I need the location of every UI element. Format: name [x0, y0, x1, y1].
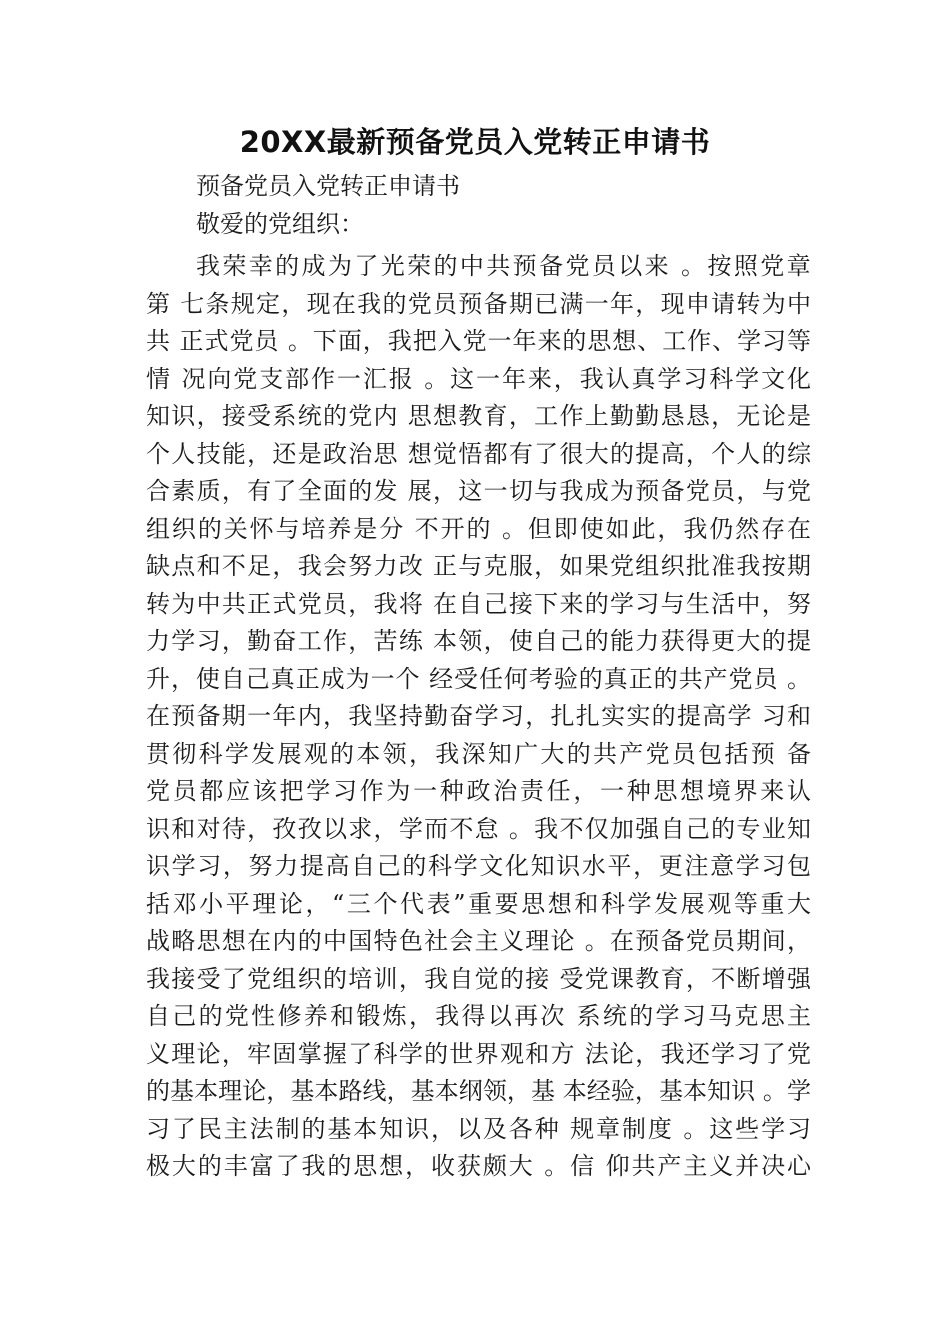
document-title: 20XX最新预备党员入党转正申请书: [239, 125, 711, 159]
paragraph-line: 极大的丰富了我的思想，收获颇大 。信 仰共产主义并决心: [146, 1152, 811, 1180]
paragraph-line: 组织的关怀与培养是分 不开的 。但即使如此，我仍然存在: [146, 514, 811, 543]
paragraph-line: 升，使自己真正成为一个 经受任何考验的真正的共产党员 。: [146, 664, 811, 693]
paragraph-line: 合素质，有了全面的发 展，这一切与我成为预备党员，与党: [146, 477, 811, 505]
paragraph-line: 我接受了党组织的培训，我自觉的接 受党课教育，不断增强: [146, 964, 811, 993]
paragraph-line: 自己的党性修养和锻炼，我得以再次 系统的学习马克思主: [146, 1002, 811, 1030]
paragraph-line: 转为中共正式党员，我将 在自己接下来的学习与生活中，努: [146, 589, 811, 618]
paragraph-line: 习了民主法制的基本知识，以及各种 规章制度 。这些学习: [146, 1114, 811, 1143]
paragraph-line: 识学习，努力提高自己的科学文化知识水平，更注意学习包: [146, 852, 811, 880]
paragraph-line: 在预备期一年内，我坚持勤奋学习，扎扎实实的提高学 习和: [146, 702, 811, 730]
subtitle-text: 预备党员入党转正申请书: [196, 172, 460, 200]
paragraph-line: 战略思想在内的中国特色社会主义理论 。在预备党员期间，: [146, 927, 811, 955]
paragraph-line: 力学习，勤奋工作，苦练 本领，使自己的能力获得更大的提: [146, 627, 811, 655]
paragraph-line: 情 况向党支部作一汇报 。这一年来，我认真学习科学文化: [146, 364, 811, 393]
salutation: [146, 206, 811, 244]
paragraph-line: 贯彻科学发展观的本领，我深知广大的共产党员包括预 备: [146, 739, 811, 768]
paragraph-line: 第 七条规定，现在我的党员预备期已满一年，现申请转为中: [146, 289, 811, 318]
paragraph-line: 知识，接受系统的党内 思想教育，工作上勤勤恳恳，无论是: [146, 402, 811, 430]
paragraph-line: 共 正式党员 。下面，我把入党一年来的思想、工作、学习等: [146, 327, 811, 355]
paragraph-line: 义理论，牢固掌握了科学的世界观和方 法论，我还学习了党: [146, 1039, 811, 1068]
document-subtitle: [146, 168, 811, 206]
paragraph-line: 党员都应该把学习作为一种政治责任，一种思想境界来认: [146, 777, 811, 805]
paragraph-line: 识和对待，孜孜以求，学而不怠 。我不仅加强自己的专业知: [146, 814, 811, 843]
paragraph-line: 括邓小平理论，“三个代表”重要思想和科学发展观等重大: [146, 889, 811, 918]
salutation-text: 敬爱的党组织：: [196, 210, 364, 238]
paragraph-line: 个人技能，还是政治思 想觉悟都有了很大的提高，个人的综: [146, 439, 811, 468]
body-paragraph: [146, 248, 811, 1186]
paragraph-line: 我荣幸的成为了光荣的中共预备党员以来 。按照党章: [196, 252, 811, 280]
paragraph-line: 的基本理论，基本路线，基本纲领，基 本经验，基本知识 。学: [146, 1077, 811, 1105]
paragraph-line: 缺点和不足，我会努力改 正与克服，如果党组织批准我按期: [146, 552, 811, 580]
